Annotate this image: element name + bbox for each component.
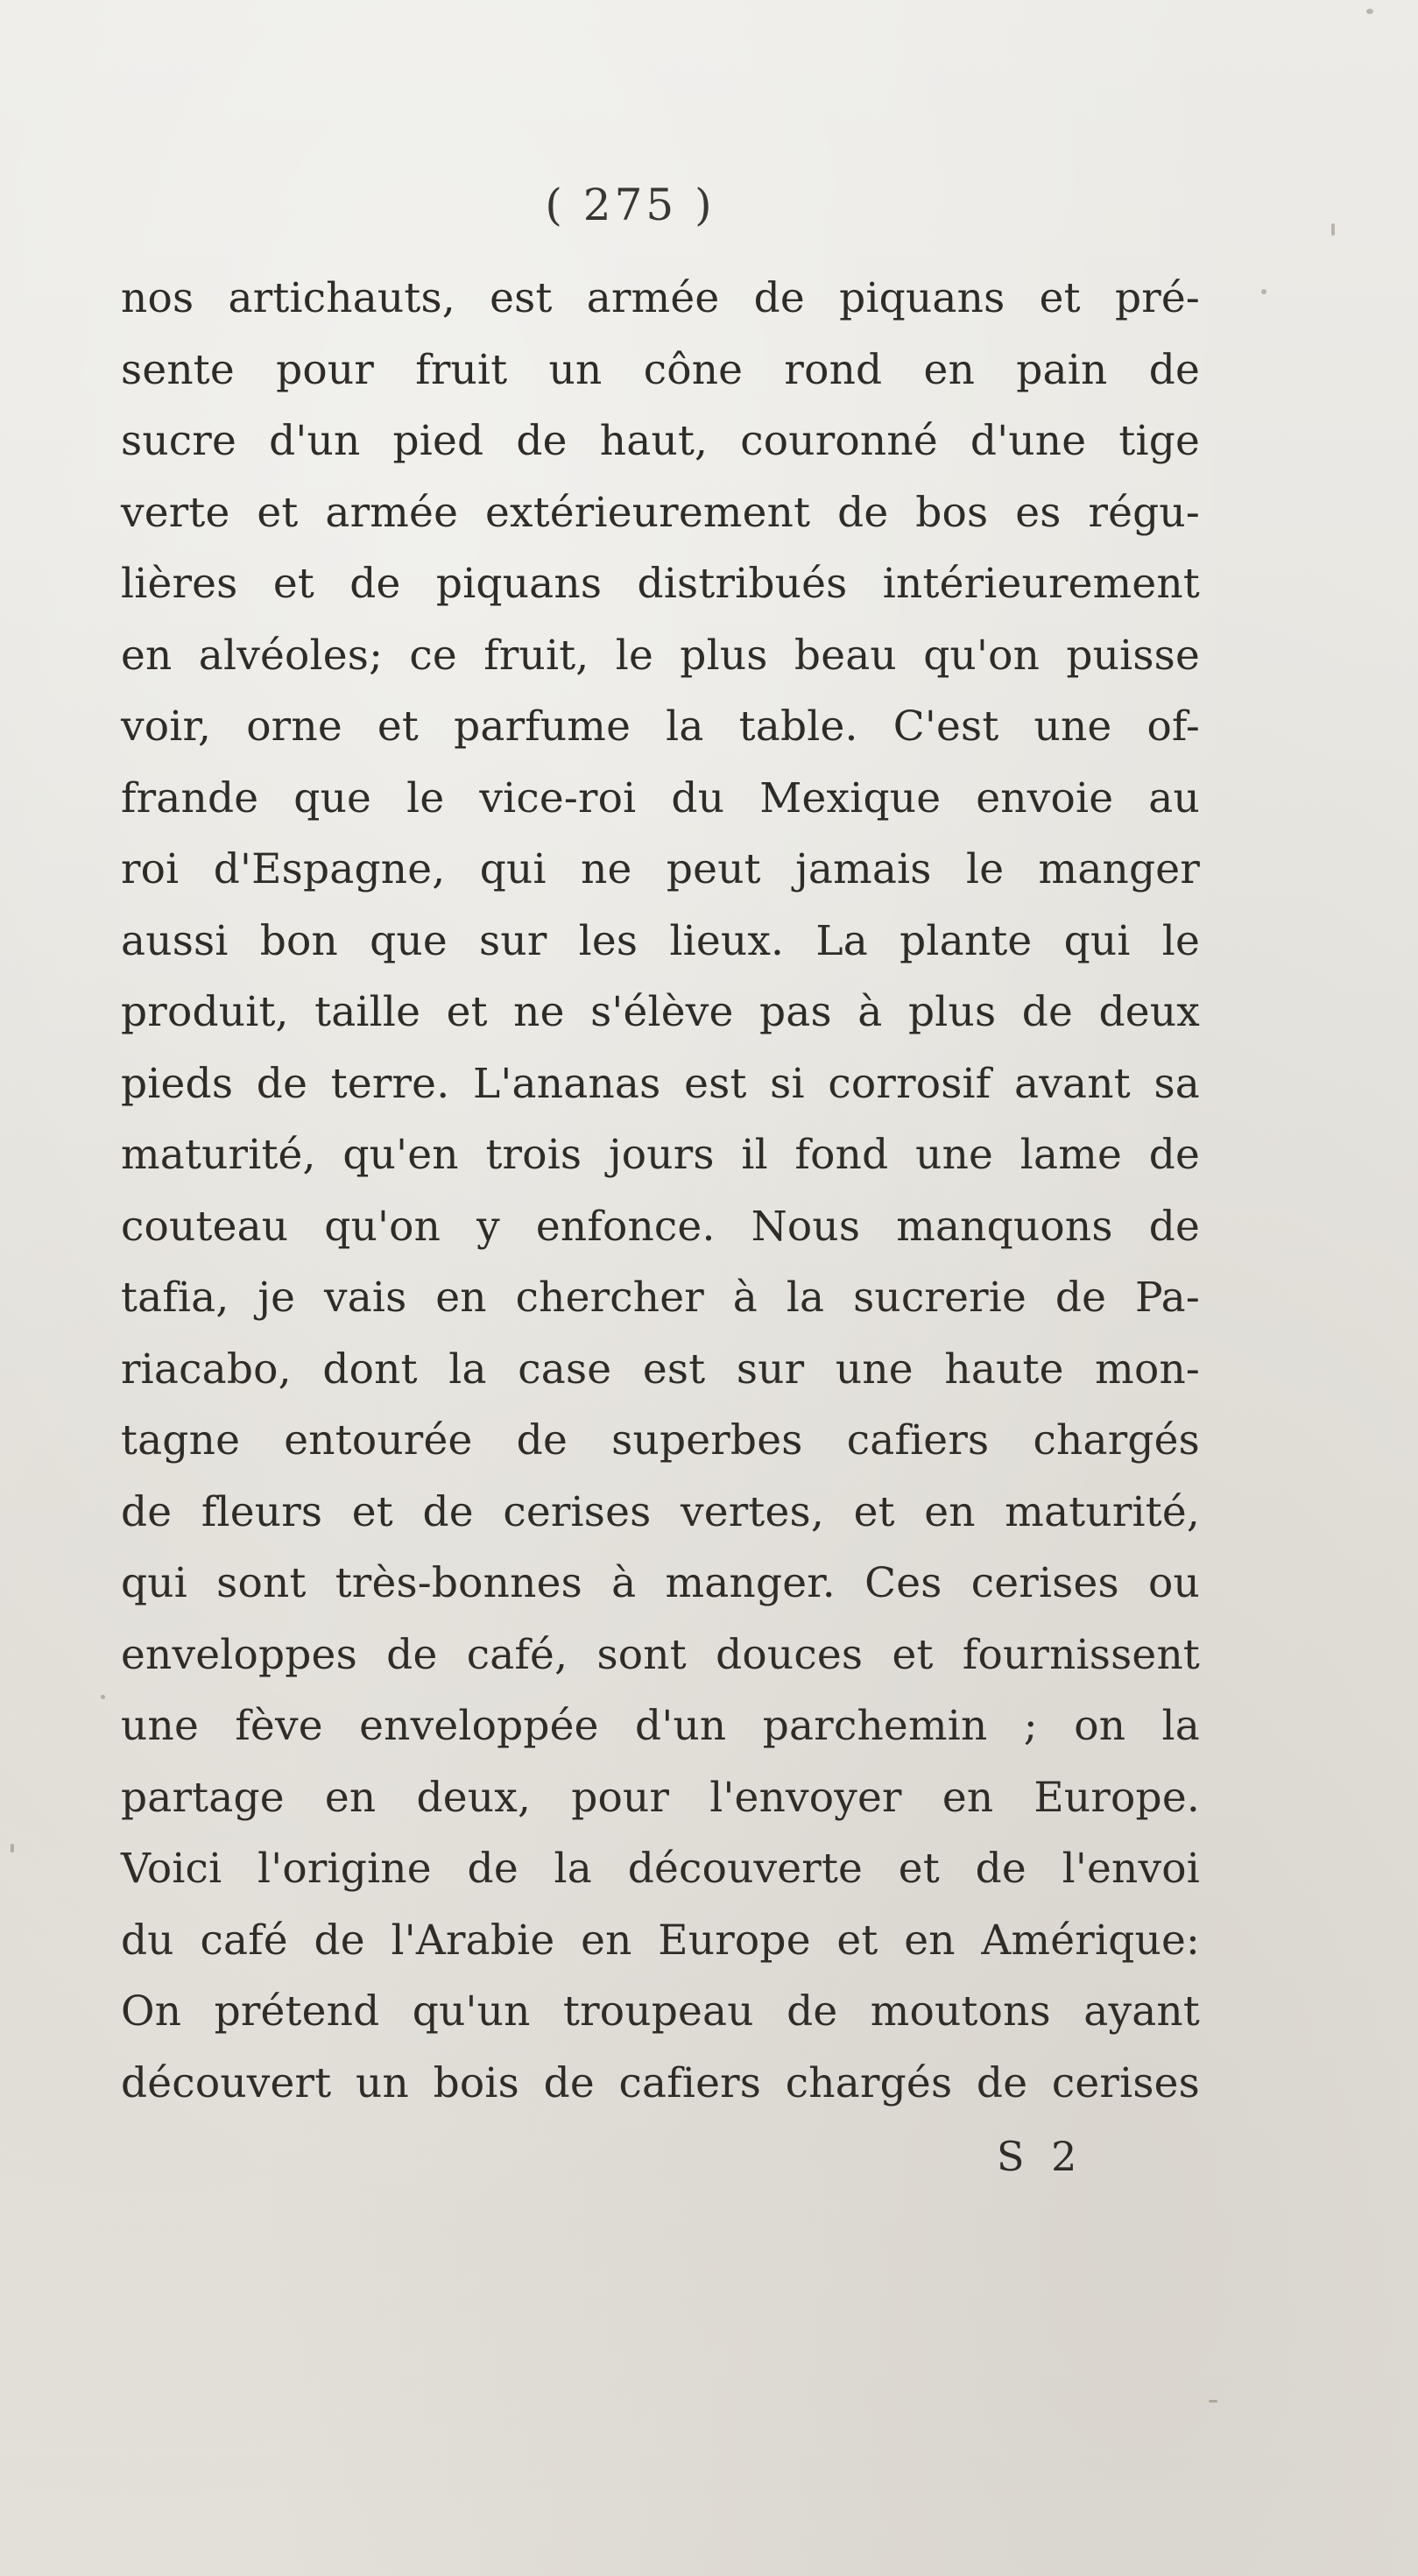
- text-line: voir, orne et parfume la table. C'est une of-: [121, 702, 1200, 751]
- text-line: Voici l'origine de la découverte et de l'envoi: [121, 1845, 1200, 1893]
- text-line: en alvéoles; ce fruit, le plus beau qu'on puisse: [121, 631, 1200, 680]
- text-line: aussi bon que sur les lieux. La plante qui le: [121, 916, 1200, 965]
- text-line: enveloppes de café, sont douces et fournissent: [121, 1630, 1200, 1679]
- text-line: frande que le vice-roi du Mexique envoie au: [121, 773, 1200, 822]
- text-line: partage en deux, pour l'envoyer en Europe.: [121, 1773, 1200, 1822]
- page-number: ( 275 ): [545, 180, 716, 230]
- text-line: sente pour fruit un cône rond en pain de: [121, 345, 1200, 394]
- paper-speck: [1209, 2400, 1217, 2403]
- text-line: nos artichauts, est armée de piquans et pré-: [121, 274, 1200, 322]
- text-line: découvert un bois de cafiers chargés de cerises: [121, 2058, 1200, 2107]
- paper-speck: [1366, 9, 1373, 14]
- text-line: de fleurs et de cerises vertes, et en maturité,: [121, 1487, 1200, 1536]
- text-line: verte et armée extérieurement de bos es régu-: [121, 488, 1200, 537]
- text-line: pieds de terre. L'ananas est si corrosif avant sa: [121, 1059, 1200, 1108]
- text-line: tagne entourée de superbes cafiers chargés: [121, 1416, 1200, 1464]
- text-line: tafia, je vais en chercher à la sucrerie de Pa-: [121, 1274, 1200, 1322]
- text-line: riacabo, dont la case est sur une haute mon-: [121, 1344, 1200, 1394]
- paper-speck: [1331, 223, 1335, 236]
- text-line: une fève enveloppée d'un parchemin ; on la: [121, 1702, 1200, 1750]
- signature-mark: S 2: [997, 2133, 1084, 2180]
- paper-speck: [101, 1695, 105, 1699]
- body-text: [121, 263, 1200, 2119]
- paper-speck: [1261, 289, 1266, 294]
- text-line: sucre d'un pied de haut, couronné d'une tige: [121, 417, 1200, 465]
- text-line: du café de l'Arabie en Europe et en Amérique:: [121, 1916, 1200, 1965]
- text-line: roi d'Espagne, qui ne peut jamais le manger: [121, 845, 1200, 893]
- text-line: On prétend qu'un troupeau de moutons ayant: [121, 1987, 1200, 2036]
- text-line: qui sont très-bonnes à manger. Ces cerises ou: [121, 1559, 1200, 1607]
- text-line: lières et de piquans distribués intérieurement: [121, 560, 1200, 608]
- text-line: couteau qu'on y enfonce. Nous manquons de: [121, 1202, 1200, 1251]
- paper-speck: [11, 1844, 14, 1853]
- text-line: produit, taille et ne s'élève pas à plus de deux: [121, 988, 1200, 1036]
- text-line: maturité, qu'en trois jours il fond une lame de: [121, 1131, 1200, 1179]
